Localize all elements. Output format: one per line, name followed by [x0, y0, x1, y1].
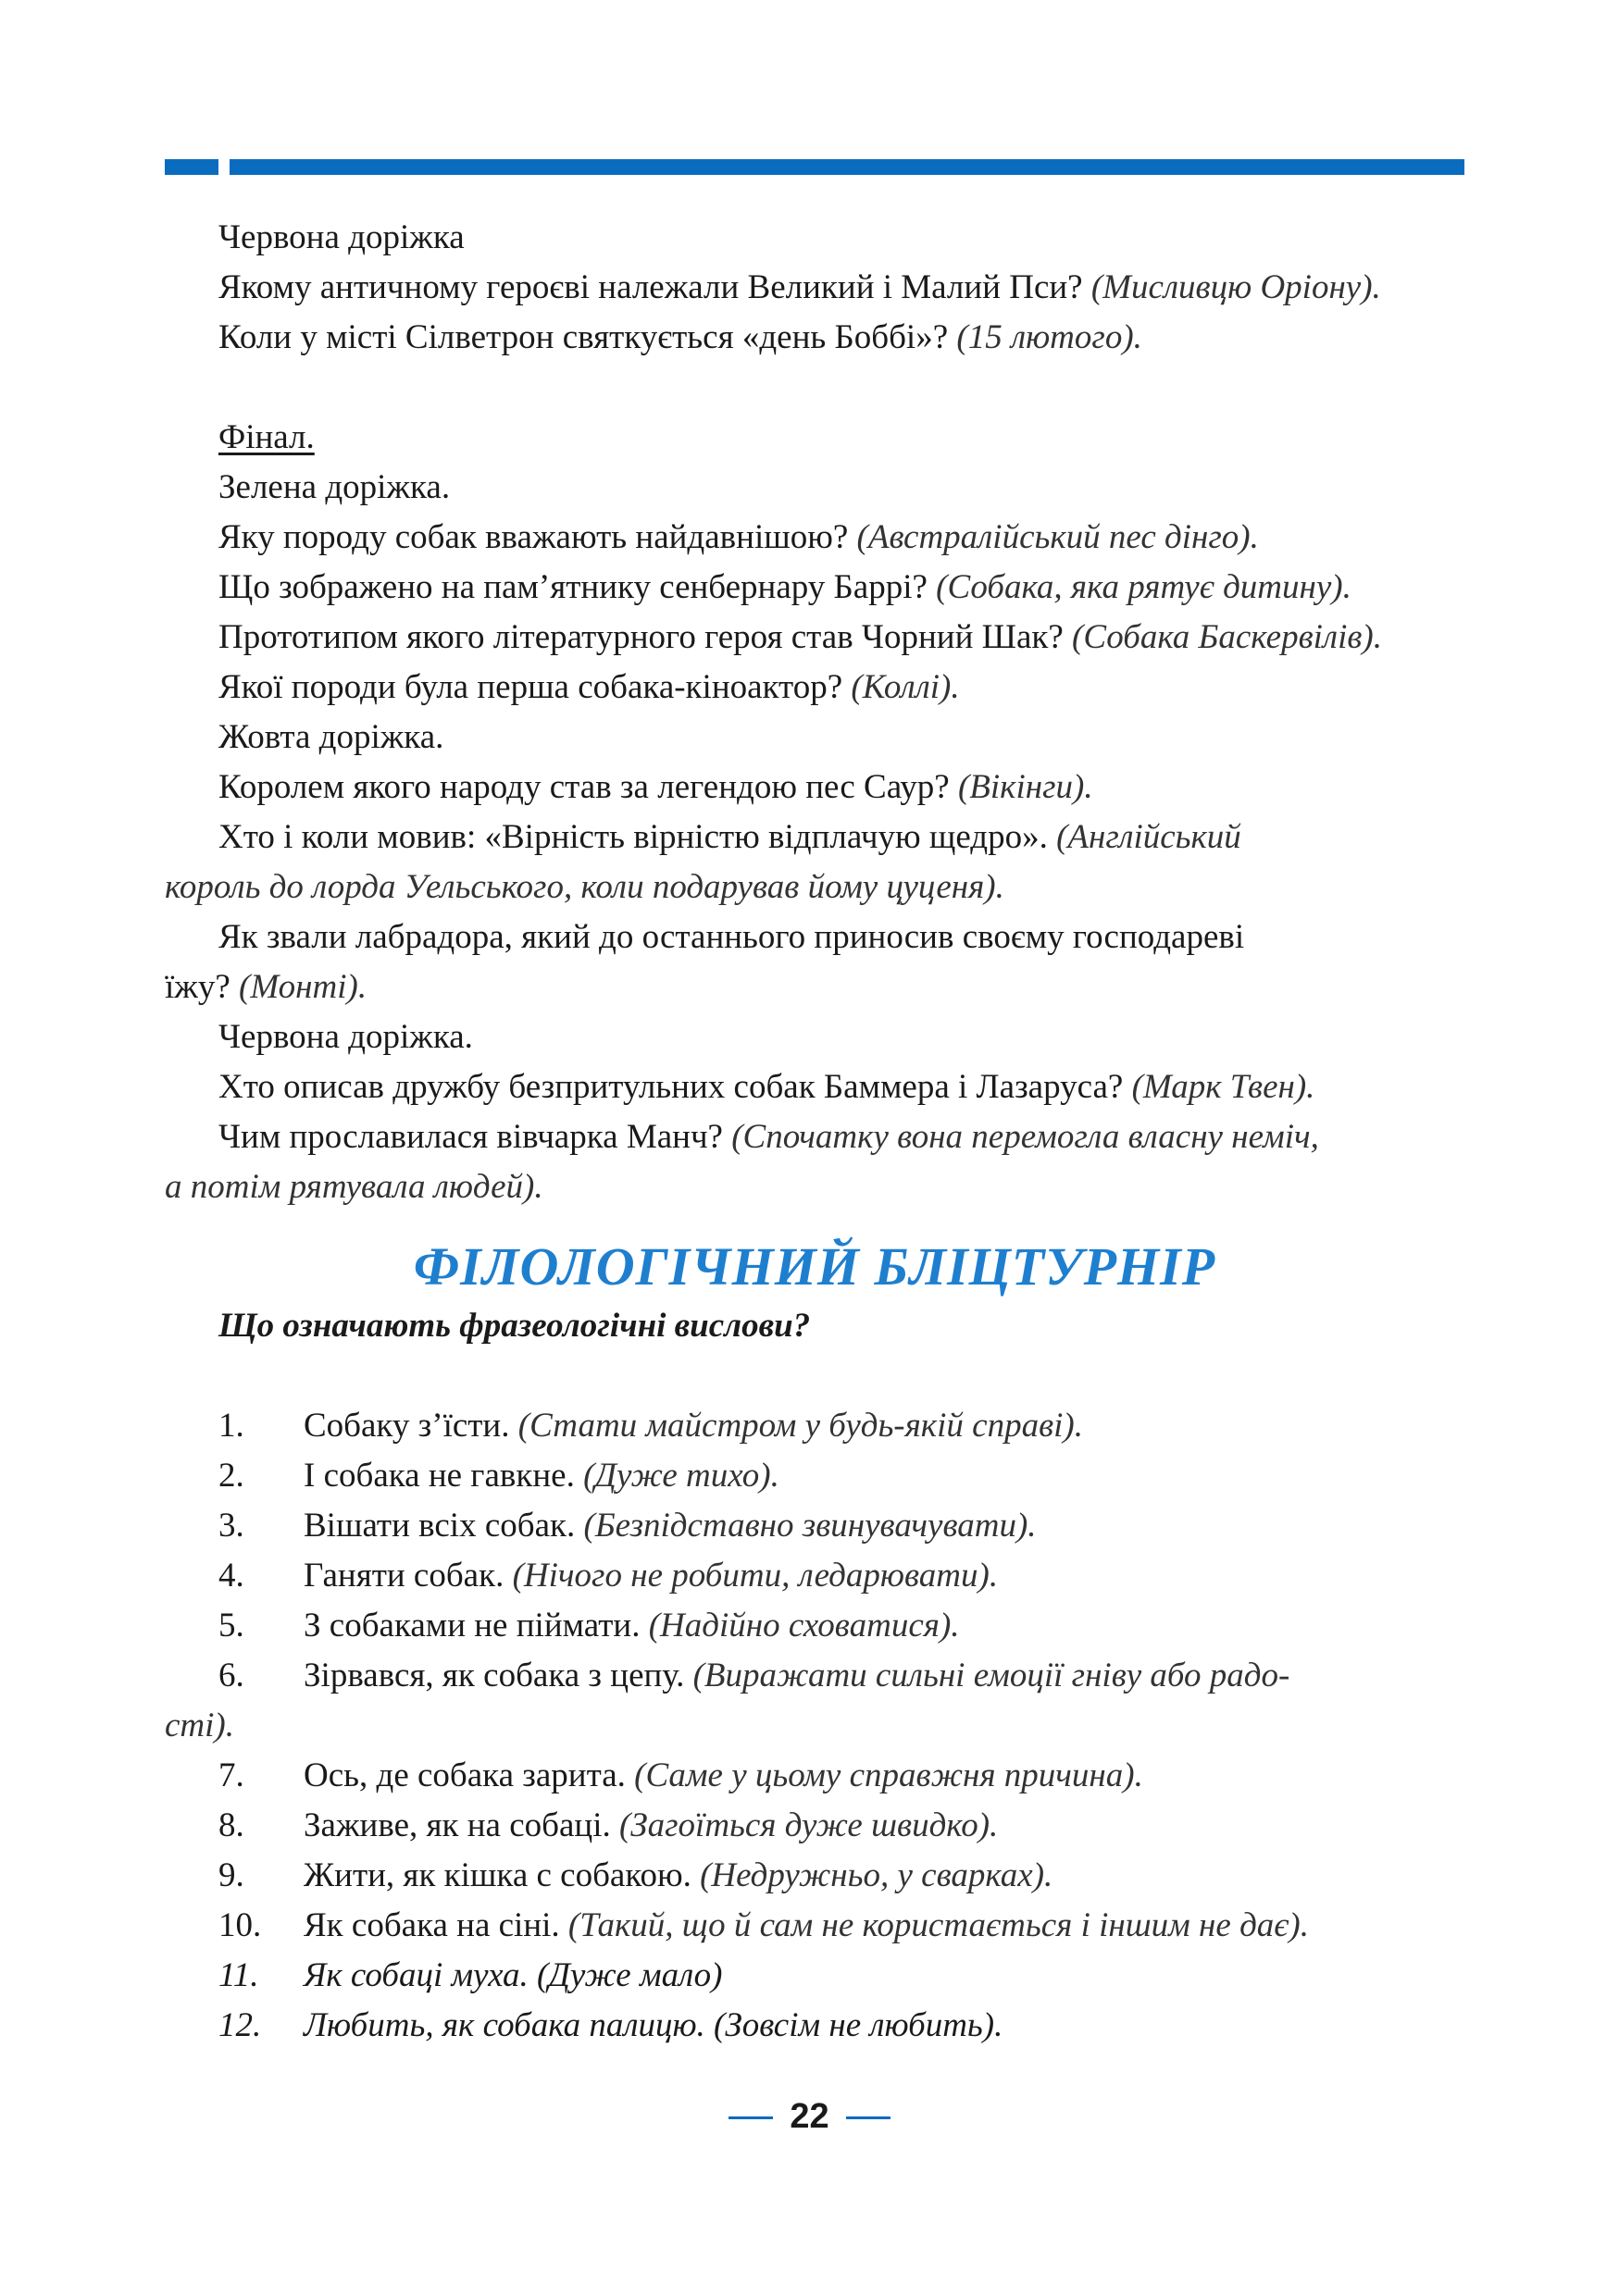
- list-item: 6. Зірвався, як собака з цепу. (Виражати сильні емоції гніву або радо-: [218, 1657, 1290, 1694]
- list-item: 2. І собака не гавкне. (Дуже тихо).: [218, 1457, 779, 1495]
- list-item: 8. Заживе, як на собаці. (Загоїться дуже швидко).: [218, 1806, 999, 1844]
- list-item: 10. Як собака на сіні. (Такий, що й сам не користається і іншим не дає).: [218, 1906, 1309, 1944]
- list-item: 3. Вішати всіх собак. (Безпідставно звинувачувати).: [218, 1507, 1037, 1545]
- section-question: Що означають фразеологічні вислови?: [218, 1307, 811, 1345]
- question: Якої породи була перша собака-кіноактор? (Коллі).: [218, 668, 960, 706]
- answer-continuation: сті).: [165, 1706, 234, 1744]
- idiom-list: [165, 1401, 1464, 2051]
- red-track-label: Червона доріжка.: [218, 1018, 473, 1056]
- question: Королем якого народу став за легендою пес Саур? (Вікінги).: [218, 768, 1093, 806]
- answer-continuation: а потім рятувала людей).: [165, 1168, 543, 1206]
- green-track-label: Зелена доріжка.: [218, 468, 451, 506]
- red-track-label: Червона доріжка: [218, 218, 465, 256]
- top-accent-bar-long: [230, 159, 1464, 175]
- list-item: 11. Як собаці муха. (Дуже мало): [218, 1956, 723, 1994]
- question-continuation: їжу? (Монті).: [165, 968, 367, 1006]
- answer-continuation: король до лорда Уельського, коли подарував йому цуценя).: [165, 868, 1004, 906]
- question: Яку породу собак вважають найдавнішою? (Австралійський пес дінго).: [218, 518, 1259, 556]
- list-item: 5. З собаками не піймати. (Надійно сховатися).: [218, 1607, 960, 1644]
- page-number: 22: [0, 2097, 1619, 2137]
- question: Чим прославилася вівчарка Манч? (Спочатку вона перемогла власну неміч,: [218, 1118, 1319, 1156]
- list-item: 12. Любить, як собака палицю. (Зовсім не любить).: [218, 2006, 1003, 2044]
- final-label: Фінал.: [218, 418, 315, 456]
- list-item: 9. Жити, як кішка с собакою. (Недружньо, у сварках).: [218, 1856, 1053, 1894]
- page-number-dash-left: [729, 2116, 773, 2119]
- question: Що зображено на пам’ятнику сенбернару Баррі? (Собака, яка рятує дитину).: [218, 568, 1351, 606]
- question: Коли у місті Сілветрон святкується «день Боббі»? (15 лютого).: [218, 318, 1142, 356]
- question: Прототипом якого літературного героя став Чорний Шак? (Собака Баскервілів).: [218, 618, 1382, 656]
- page-content: [165, 213, 1464, 2051]
- question: Хто описав дружбу безпритульних собак Баммера і Лазаруса? (Марк Твен).: [218, 1068, 1315, 1106]
- top-accent-bar-short: [165, 159, 218, 175]
- question: Хто і коли мовив: «Вірність вірністю відплачую щедро». (Англійський: [218, 818, 1241, 856]
- list-item: 4. Ганяти собак. (Нічого не робити, ледарювати).: [218, 1557, 999, 1595]
- question: Як звали лабрадора, який до останнього приносив своєму господареві: [218, 918, 1245, 956]
- section-heading: ФІЛОЛОГІЧНИЙ БЛІЦТУРНІР: [413, 1236, 1216, 1297]
- question: Якому античному героєві належали Великий і Малий Пси? (Мисливцю Оріону).: [218, 268, 1381, 306]
- yellow-track-label: Жовта доріжка.: [218, 718, 444, 756]
- list-item: 7. Ось, де собака зарита. (Саме у цьому справжня причина).: [218, 1756, 1143, 1794]
- list-item: 1. Собаку з’їсти. (Стати майстром у будь-якій справі).: [218, 1407, 1083, 1445]
- page-number-dash-right: [846, 2116, 890, 2119]
